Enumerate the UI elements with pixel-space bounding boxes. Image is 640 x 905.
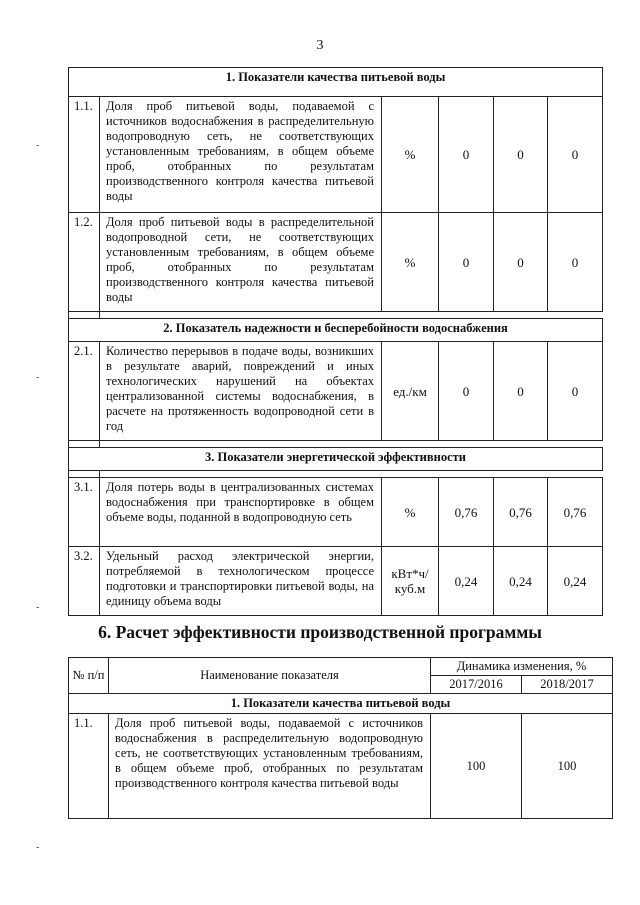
scan-mark: -: [36, 372, 40, 383]
value-cell: 0: [439, 213, 494, 312]
column-header-dynamics: Динамика изменения, %: [431, 658, 613, 676]
table-row: [69, 342, 603, 441]
indicator-text: Доля проб питьевой воды, подаваемой с источников водоснабжения в распределительную водопроводную сеть, не соответствующих установленным требованиям, в общем объеме проб, отобранных по результатам производственного контроля качества питьевой воды: [100, 97, 382, 213]
table-row: [69, 547, 603, 616]
table-row: [69, 97, 603, 213]
unit-cell: %: [382, 213, 439, 312]
spacer-row: [69, 312, 603, 319]
unit-cell: %: [382, 97, 439, 213]
indicator-text: Доля проб питьевой воды, подаваемой с источников водоснабжения в распределительную водопроводную сеть, не соответствующих установленным требованиям, в общем объеме проб, отобранных по результатам производственного контроля качества питьевой воды: [109, 714, 431, 819]
page-number: 3: [316, 38, 324, 53]
value-cell: 0: [439, 342, 494, 441]
section-title: 2. Показатель надежности и бесперебойности водоснабжения: [69, 319, 603, 342]
row-number: 3.2.: [69, 547, 100, 616]
unit-cell: ед./км: [382, 342, 439, 441]
header-row: [69, 658, 613, 676]
unit-cell: %: [382, 478, 439, 547]
value-cell: 0,24: [548, 547, 603, 616]
section-header-row: [69, 448, 603, 471]
value-cell: 0: [494, 213, 548, 312]
section-header-row: [69, 694, 613, 714]
column-header-year: 2018/2017: [522, 676, 613, 694]
row-number: 1.2.: [69, 213, 100, 312]
value-cell: 0,76: [494, 478, 548, 547]
table-row: [69, 213, 603, 312]
value-cell: 0: [494, 97, 548, 213]
column-header-name: Наименование показателя: [109, 658, 431, 694]
value-cell: 100: [522, 714, 613, 819]
spacer-row: [69, 441, 603, 448]
value-cell: 0,76: [439, 478, 494, 547]
section-title: 1. Показатели качества питьевой воды: [69, 68, 603, 97]
row-number: 1.1.: [69, 97, 100, 213]
value-cell: 100: [431, 714, 522, 819]
indicator-text: Удельный расход электрической энергии, потребляемой в технологическом процессе подготовки и транспортировки питьевой воды, на единицу объема воды: [100, 547, 382, 616]
indicator-text: Доля потерь воды в централизованных системах водоснабжения при транспортировке в общем объеме воды, поданной в водопроводную сеть: [100, 478, 382, 547]
column-header-number: № п/п: [69, 658, 109, 694]
indicator-text: Количество перерывов в подаче воды, возникших в результате аварий, повреждений и иных технологических нарушений на объектах централизованной системы водоснабжения, в расчете на протяженность водопроводной сети в год: [100, 342, 382, 441]
value-cell: 0: [548, 213, 603, 312]
scan-mark: -: [36, 842, 40, 853]
section-title: 1. Показатели качества питьевой воды: [69, 694, 613, 714]
row-number: 3.1.: [69, 478, 100, 547]
value-cell: 0: [439, 97, 494, 213]
scan-mark: -: [36, 140, 40, 151]
row-number: 1.1.: [69, 714, 109, 819]
unit-cell: кВт*ч/ куб.м: [382, 547, 439, 616]
table-row: [69, 714, 613, 819]
value-cell: 0: [548, 97, 603, 213]
value-cell: 0: [494, 342, 548, 441]
row-number: 2.1.: [69, 342, 100, 441]
efficiency-table: [68, 657, 613, 819]
section-header-row: [69, 68, 603, 97]
indicator-text: Доля проб питьевой воды в распределительной водопроводной сети, не соответствующих установленным требованиям, в общем объеме проб, отобранных по результатам производственного контроля качества питьевой воды: [100, 213, 382, 312]
value-cell: 0,24: [439, 547, 494, 616]
section-header-row: [69, 319, 603, 342]
section-heading: 6. Расчет эффективности производственной программы: [98, 622, 542, 642]
value-cell: 0,76: [548, 478, 603, 547]
scan-mark: -: [36, 602, 40, 613]
spacer-row: [69, 471, 603, 478]
indicators-table: [68, 67, 603, 616]
value-cell: 0,24: [494, 547, 548, 616]
column-header-year: 2017/2016: [431, 676, 522, 694]
section-title: 3. Показатели энергетической эффективности: [69, 448, 603, 471]
table-row: [69, 478, 603, 547]
value-cell: 0: [548, 342, 603, 441]
